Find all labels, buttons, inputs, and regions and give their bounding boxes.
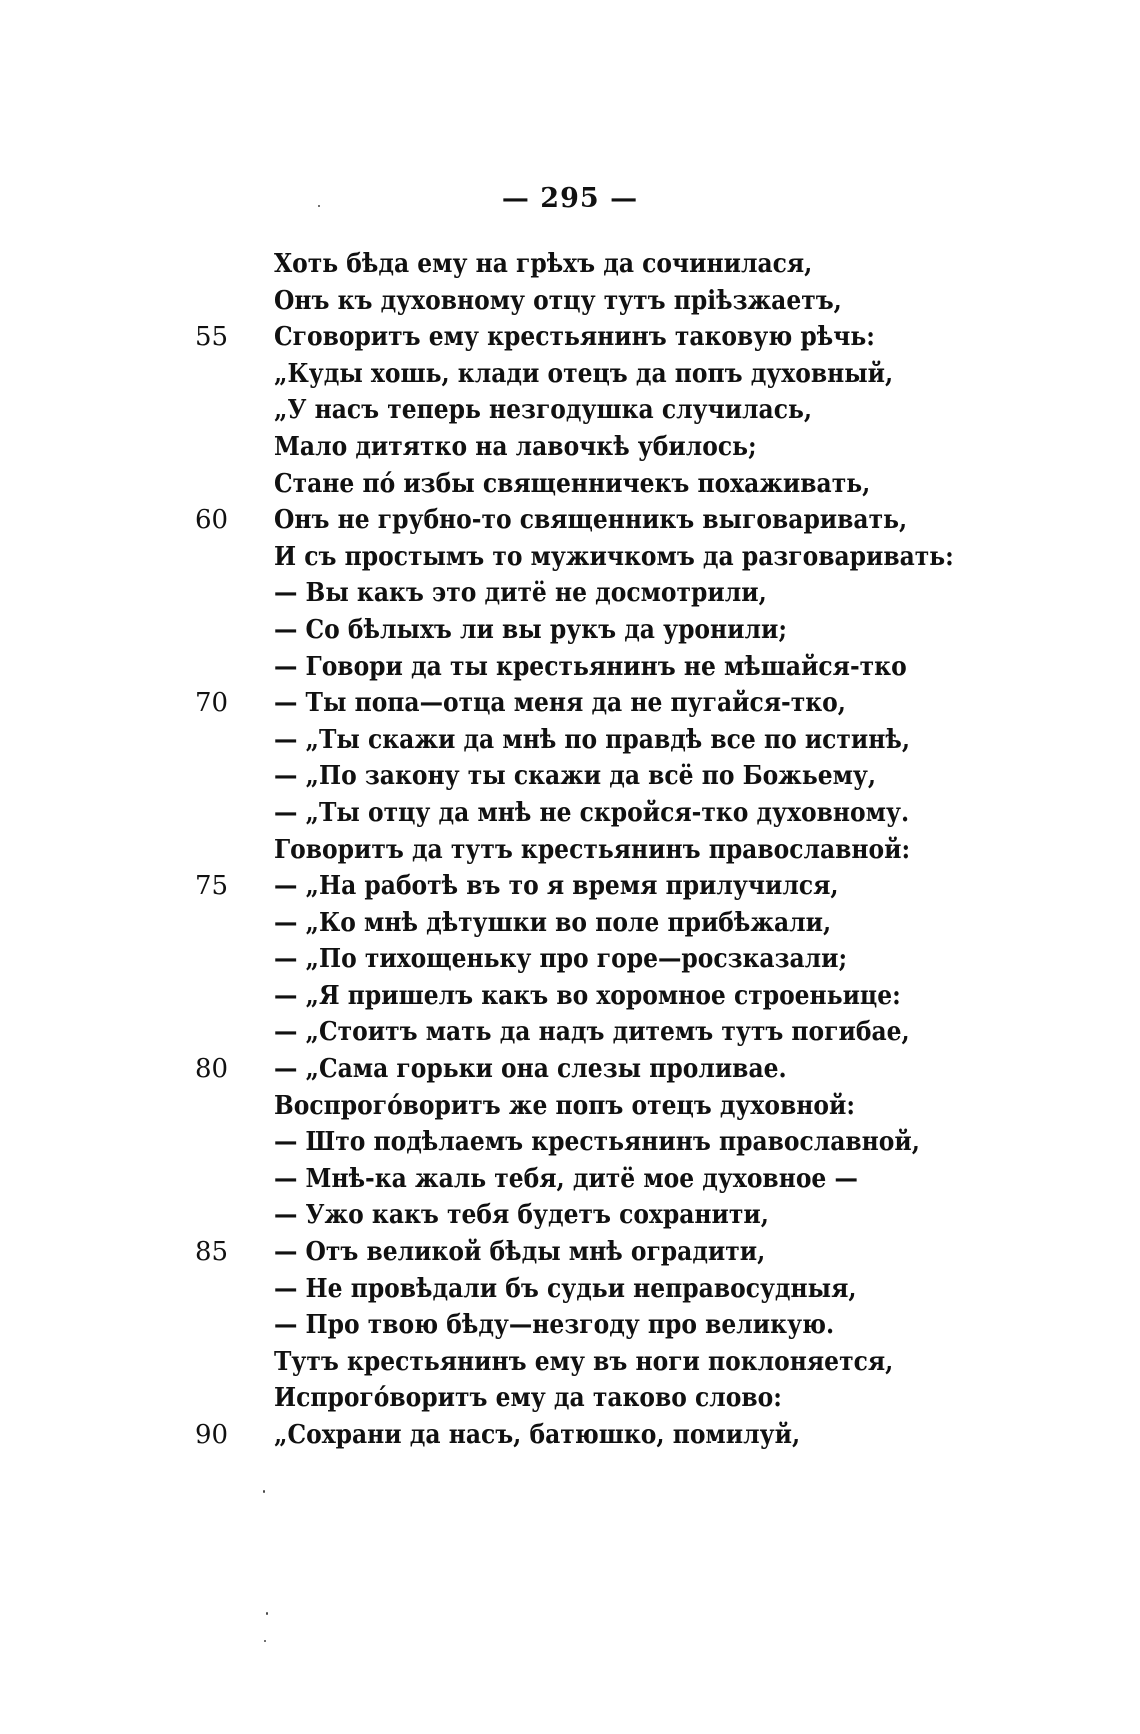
verse-text: И съ простымъ то мужичкомъ да разговаривать: xyxy=(274,541,954,572)
verse-text: — „Сама горьки она слезы проливае. xyxy=(274,1054,787,1085)
verse-line xyxy=(232,283,1032,320)
verse-line xyxy=(232,978,1032,1015)
verse-line xyxy=(232,758,1032,795)
verse-line xyxy=(232,612,1032,649)
verse-text: — Ты попа—отца меня да не пугайся-тко, xyxy=(274,688,846,719)
verse-text: Стане пó избы священничекъ похаживать, xyxy=(274,468,871,499)
verse-text: „Куды хошь, клади отецъ да попъ духовный, xyxy=(274,358,894,389)
verse-line xyxy=(195,1234,1032,1271)
verse-block xyxy=(195,246,1032,1454)
verse-line xyxy=(195,868,1032,905)
line-number: 70 xyxy=(195,688,229,719)
verse-text: — Ужо какъ тебя будетъ сохранити, xyxy=(274,1200,769,1231)
verse-line xyxy=(195,319,1032,356)
verse-line xyxy=(232,1014,1032,1051)
verse-text: — Што подѣлаемъ крестьянинъ православной, xyxy=(274,1127,920,1158)
verse-line xyxy=(232,246,1032,283)
verse-text: — Вы какъ это дитё не досмотрили, xyxy=(274,578,767,609)
verse-text: — Мнѣ-ка жаль тебя, дитё мое духовное — xyxy=(274,1163,858,1194)
page-number: — 295 — xyxy=(501,183,639,214)
verse-line xyxy=(232,466,1032,503)
verse-text: — „Ты отцу да мнѣ не скройся-тко духовному. xyxy=(274,797,910,828)
verse-text: Сговоритъ ему крестьянинъ таковую рѣчь: xyxy=(274,322,875,353)
verse-line xyxy=(232,1124,1032,1161)
scan-speck xyxy=(263,1490,265,1493)
verse-text: Хоть бѣда ему на грѣхъ да сочинилася, xyxy=(274,249,813,279)
verse-text: Испрогóворитъ ему да таково слово: xyxy=(274,1383,782,1414)
verse-text: Говоритъ да тутъ крестьянинъ православной: xyxy=(274,834,911,865)
verse-line xyxy=(232,1088,1032,1125)
verse-line xyxy=(232,1307,1032,1344)
verse-text: — Со бѣлыхъ ли вы рукъ да уронили; xyxy=(274,614,788,645)
verse-text: Тутъ крестьянинъ ему въ ноги поклоняется, xyxy=(274,1346,894,1377)
verse-text: — „Я пришелъ какъ во хоромное строеньице: xyxy=(274,980,901,1011)
verse-text: „Сохрани да насъ, батюшко, помилуй, xyxy=(274,1420,801,1450)
verse-text: — „Стоитъ мать да надъ дитемъ тутъ погибае, xyxy=(274,1017,910,1048)
verse-text: Онъ къ духовному отцу тутъ пріѣзжаетъ, xyxy=(274,285,842,316)
line-number: 85 xyxy=(195,1237,229,1268)
line-number: 55 xyxy=(195,322,229,353)
line-number: 80 xyxy=(195,1054,229,1085)
verse-line xyxy=(232,832,1032,869)
verse-line xyxy=(232,1197,1032,1234)
verse-line xyxy=(232,1271,1032,1308)
verse-text: — „По тихощеньку про горе—росзказали; xyxy=(274,944,848,975)
verse-text: „У насъ теперь незгодушка случилась, xyxy=(274,395,813,426)
verse-line xyxy=(232,539,1032,576)
verse-text: — Не провѣдали бъ судьи неправосудныя, xyxy=(274,1273,857,1304)
verse-text: Онъ не грубно-то священникъ выговаривать, xyxy=(274,505,908,536)
scan-speck xyxy=(318,205,320,207)
verse-line xyxy=(195,1051,1032,1088)
verse-text: — „Ты скажи да мнѣ по правдѣ все по истинѣ, xyxy=(274,724,911,755)
verse-text: — Про твою бѣду—незгоду про великую. xyxy=(274,1310,835,1341)
verse-text: — Говори да ты крестьянинъ не мѣшайся-тко xyxy=(274,651,907,682)
line-number: 60 xyxy=(195,505,229,536)
verse-line xyxy=(232,575,1032,612)
verse-line xyxy=(232,649,1032,686)
verse-line xyxy=(232,1380,1032,1417)
verse-text: Мало дитятко на лавочкѣ убилось; xyxy=(274,431,757,462)
line-number: 75 xyxy=(195,871,229,902)
line-number: 90 xyxy=(195,1420,229,1450)
verse-text: — „По закону ты скажи да всё по Божьему, xyxy=(274,761,877,792)
verse-line xyxy=(232,356,1032,393)
verse-line xyxy=(195,502,1032,539)
verse-text: — Отъ великой бѣды мнѣ оградити, xyxy=(274,1237,766,1268)
verse-text: Воспрогóворитъ же попъ отецъ духовной: xyxy=(274,1090,855,1121)
verse-text: — „На работѣ въ то я время прилучился, xyxy=(274,871,839,902)
verse-line xyxy=(232,795,1032,832)
verse-line xyxy=(195,685,1032,722)
verse-line xyxy=(232,1344,1032,1381)
verse-line xyxy=(232,905,1032,942)
verse-line xyxy=(232,722,1032,759)
verse-line xyxy=(232,392,1032,429)
verse-line xyxy=(232,429,1032,466)
scan-speck xyxy=(266,1612,268,1615)
verse-line xyxy=(195,1417,1032,1454)
verse-line xyxy=(232,1161,1032,1198)
verse-line xyxy=(232,941,1032,978)
verse-text: — „Ко мнѣ дѣтушки во поле прибѣжали, xyxy=(274,907,832,938)
scan-speck xyxy=(264,1640,266,1642)
